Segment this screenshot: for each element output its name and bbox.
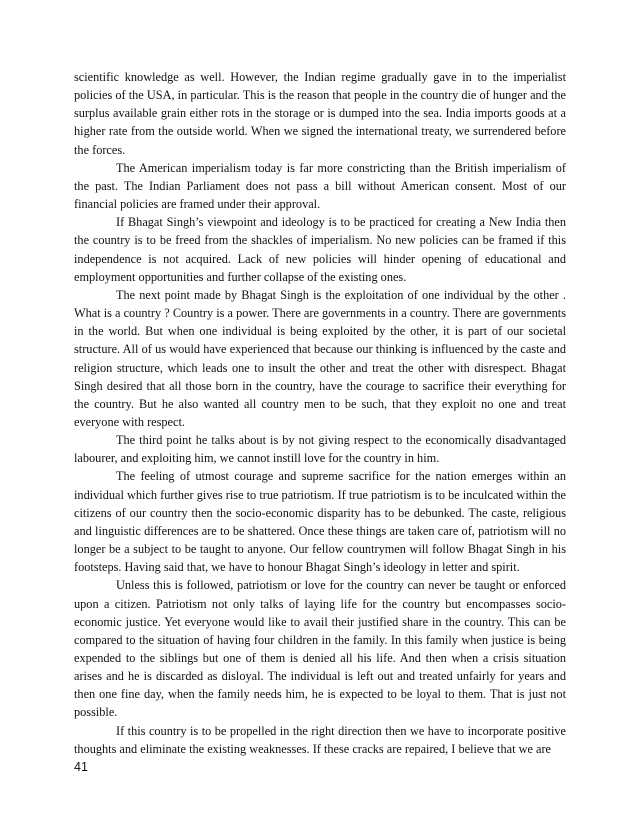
paragraph: The feeling of utmost courage and supreme sacrifice for the nation emerges within an individual which further gives rise to true patriotism. If true patriotism is to be inculcated within the citizens of our country then the socio-economic disparity has to be debunked. The caste, religious and linguistic differences are to be shattered. Once these things are taken care of, patriotism will no longer be a subject to be taught to anyone. Our fellow countrymen will follow Bhagat Singh in his footsteps. Having said that, we have to honour Bhagat Singh’s ideology in letter and spirit.	[74, 469, 566, 575]
page-number: 41	[74, 760, 88, 774]
paragraph: The American imperialism today is far more constricting than the British imperialism of the past. The Indian Parliament does not pass a bill without American consent. Most of our financial policies are framed under their approval.	[74, 160, 566, 212]
paragraph: scientific knowledge as well. However, the Indian regime gradually gave in to the imperialist policies of the USA, in particular. This is the reason that people in the country die of hunger and the surplus available grain either rots in the storage or is dumped into the sea. India imports goods at a higher rate from the outside world. When we signed the international treaty, we surrendered before the forces.	[74, 70, 566, 157]
paragraph: If Bhagat Singh’s viewpoint and ideology is to be practiced for creating a New India then the country is to be freed from the shackles of imperialism. No new policies can be framed if this independence is not acquired. Lack of new policies will hinder opening of educational and employment opportunities and further collapse of the existing ones.	[74, 215, 566, 284]
paragraph: Unless this is followed, patriotism or love for the country can never be taught or enforced upon a citizen. Patriotism not only talks of laying life for the country but encompasses socio-economic justice. Yet everyone would like to avail their justified share in the country. This can be compared to the situation of having four children in the family. In this family when justice is being expended to the siblings but one of them is denied all his life. And then when a crisis situation arises and he is discarded as disloyal. The individual is left out and treated unfairly for years and then one fine day, when the family needs him, he is expected to be loyal to them. That is just not possible.	[74, 578, 566, 720]
paragraph: If this country is to be propelled in the right direction then we have to incorporate positive thoughts and eliminate the existing weaknesses. If these cracks are repaired, I believe that we are	[74, 723, 566, 756]
paragraph: The next point made by Bhagat Singh is the exploitation of one individual by the other . What is a country ? Country is a power. There are governments in a country. There are governments in the world. But when one individual is being exploited by the other, it is part of our societal structure. All of us would have experienced that because our thinking is influenced by the caste and religion structure, which leads one to insult the other and treat the other with disrespect. Bhagat Singh desired that all those born in the country, have the courage to sacrifice their everything for the country. But he also wanted all country men to be such, that they exploit no one and treat everyone with respect.	[74, 287, 566, 429]
paragraph: The third point he talks about is by not giving respect to the economically disadvantaged labourer, and exploiting him, we cannot instill love for the country in him.	[74, 433, 566, 466]
body-text	[74, 68, 566, 758]
